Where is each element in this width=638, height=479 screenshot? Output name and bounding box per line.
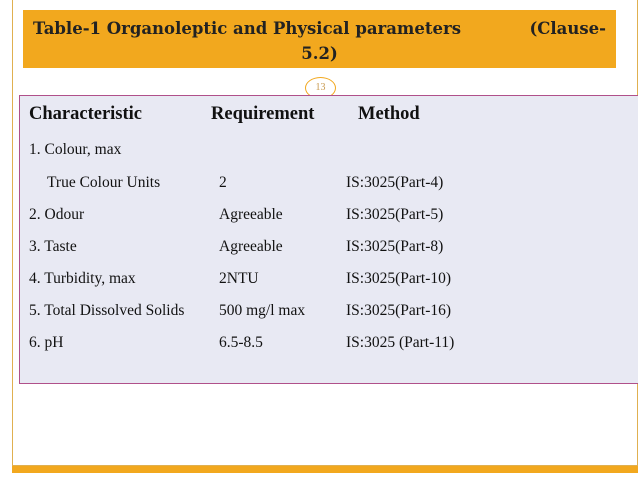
table-row [20, 238, 638, 258]
cell-method: IS:3025(Part-16) [346, 302, 452, 319]
cell-requirement: Agreeable [219, 206, 283, 223]
cell-method: IS:3025(Part-10) [346, 270, 452, 287]
table-row [20, 174, 638, 194]
title-banner [23, 10, 616, 68]
cell-requirement: 2NTU [219, 270, 259, 287]
table-row [20, 206, 638, 226]
cell-method: IS:3025(Part-4) [346, 174, 444, 191]
table-header-row [20, 104, 638, 126]
cell-characteristic: 1. Colour, max [29, 141, 122, 158]
title-line-1 [33, 16, 606, 41]
header-method: Method [358, 104, 420, 124]
table-row [20, 302, 638, 322]
cell-requirement: 6.5-8.5 [219, 334, 263, 351]
footer-accent-bar [12, 466, 638, 473]
cell-requirement: 2 [219, 174, 227, 191]
cell-characteristic: 4. Turbidity, max [29, 270, 136, 287]
slide-number-badge: 13 [305, 77, 336, 99]
cell-characteristic: 5. Total Dissolved Solids [29, 302, 185, 319]
cell-characteristic: 2. Odour [29, 206, 85, 223]
cell-method: IS:3025 (Part-11) [346, 334, 455, 351]
cell-method: IS:3025(Part-8) [346, 238, 444, 255]
table-row [20, 141, 638, 161]
header-requirement: Requirement [211, 104, 315, 124]
cell-characteristic: 3. Taste [29, 238, 77, 255]
title-line-2: 5.2) [301, 44, 338, 63]
cell-requirement: 500 mg/l max [219, 302, 306, 319]
title-clause: (Clause- [529, 19, 606, 38]
parameters-table [19, 95, 638, 384]
cell-method: IS:3025(Part-5) [346, 206, 444, 223]
header-characteristic: Characteristic [29, 104, 143, 124]
table-row [20, 334, 638, 354]
cell-characteristic: 6. pH [29, 334, 64, 351]
table-row [20, 270, 638, 290]
cell-requirement: Agreeable [219, 238, 283, 255]
cell-characteristic: True Colour Units [47, 174, 161, 191]
title-text: Table-1 Organoleptic and Physical parameters [33, 19, 461, 38]
